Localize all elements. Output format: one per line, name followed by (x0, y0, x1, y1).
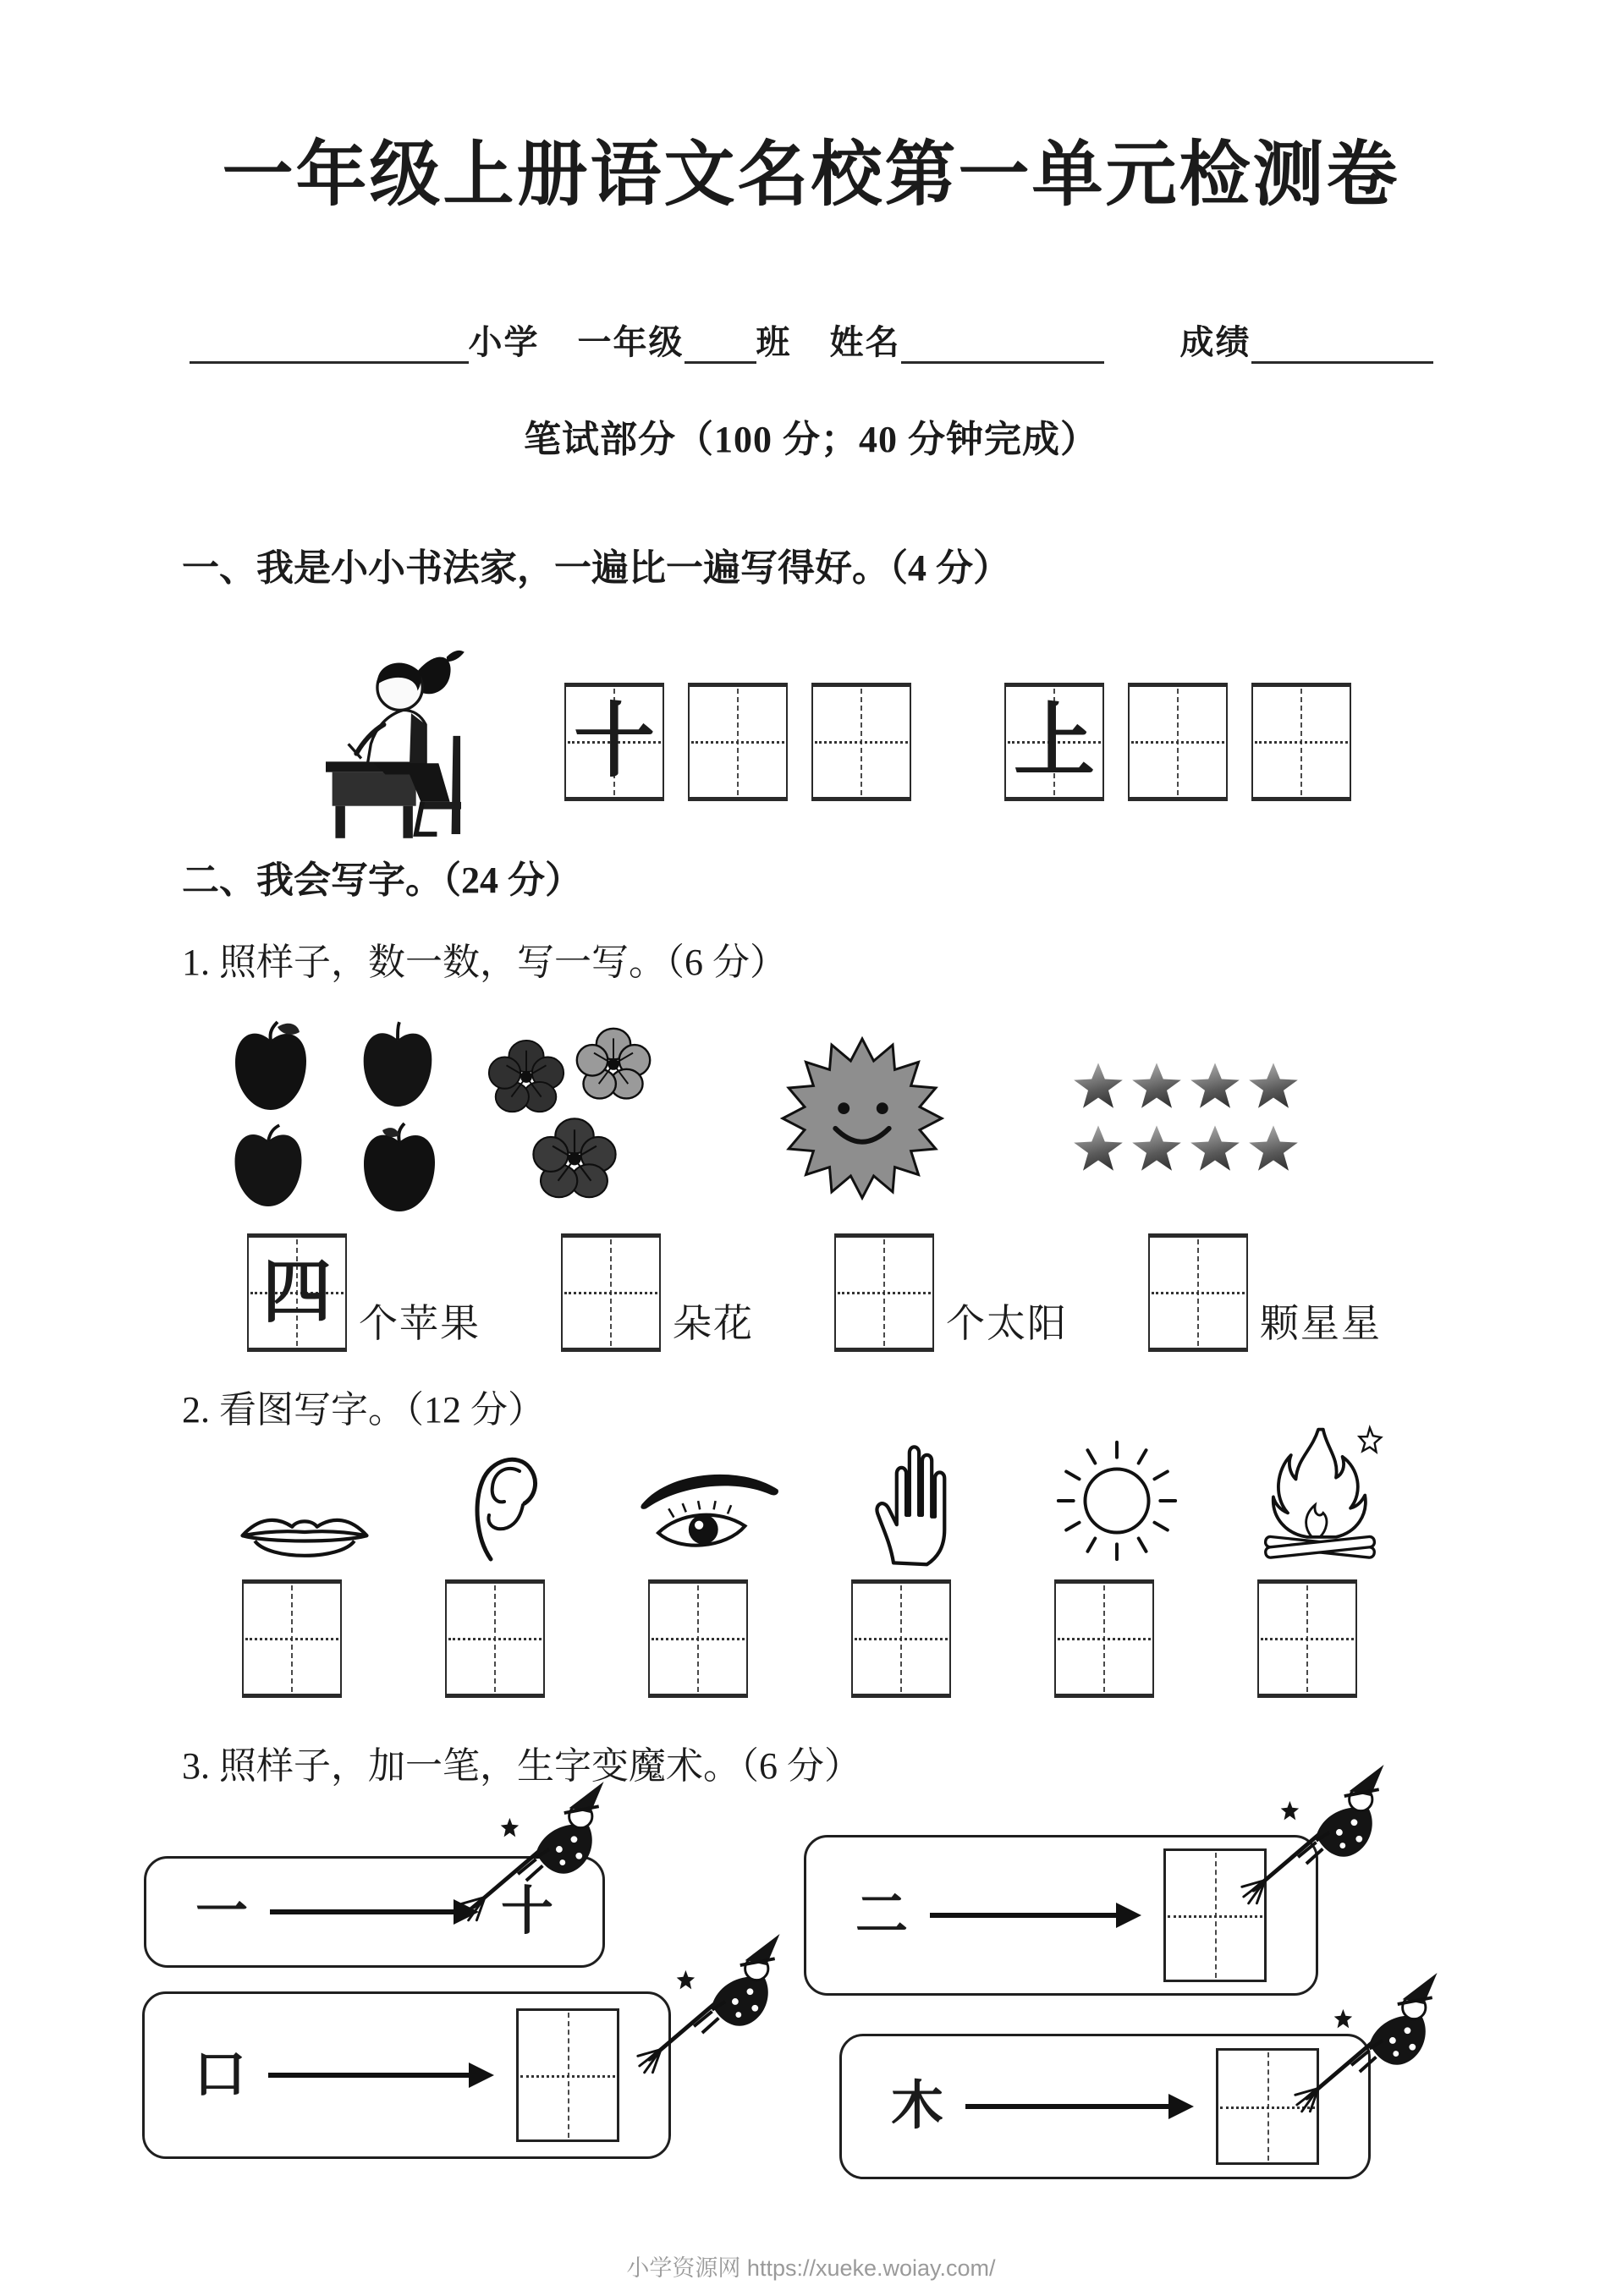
written-part-subtitle: 笔试部分（100 分；40 分钟完成） (524, 418, 1098, 460)
pic-slot (1218, 1423, 1421, 1568)
item1-heading: 1. 照样子，数一数，写一写。（6 分） (182, 942, 787, 984)
sun-icon (1050, 1434, 1184, 1568)
witch-on-broom-icon (633, 1925, 798, 2074)
star-icon (1131, 1125, 1182, 1174)
class-number-blank[interactable] (685, 327, 756, 364)
apple-icon (228, 1122, 308, 1211)
transform-answer-grid[interactable] (1216, 2048, 1319, 2165)
flowers-icon (480, 1025, 664, 1211)
prefill-char (1150, 1238, 1246, 1348)
item2-heading: 2. 看图写字。（12 分） (182, 1389, 545, 1431)
score-blank[interactable] (1251, 327, 1433, 364)
writing-grid-example (564, 683, 664, 801)
grid-slot (1003, 1579, 1206, 1698)
section1-heading: 一、我是小小书法家，一遍比一遍写得好。（4 分） (182, 547, 1010, 589)
page-title: 一年级上册语文名校第一单元检测卷 (222, 133, 1400, 216)
transform-from-char: 木 (891, 2077, 944, 2135)
grid-slot (597, 1579, 800, 1698)
answer-grid-empty[interactable] (834, 1233, 934, 1352)
flower-icon (485, 1037, 568, 1124)
apple-icon (357, 1020, 438, 1112)
transform-answer-char (519, 2011, 617, 2139)
writing-grid-empty[interactable] (1257, 1579, 1357, 1698)
ear-icon (465, 1449, 550, 1568)
grid-slot (1206, 1579, 1409, 1698)
answer-item-flowers (561, 1225, 754, 1352)
item3-heading: 3. 照样子，加一笔，生字变魔术。（6 分） (182, 1744, 861, 1787)
eye-icon (629, 1464, 794, 1568)
writing-grid-empty[interactable] (688, 683, 788, 801)
section2-heading: 二、我会写字。（24 分） (182, 859, 582, 901)
apple-icon (357, 1122, 442, 1217)
writing-grid-empty[interactable] (1128, 683, 1228, 801)
stars-icon (1073, 1063, 1299, 1174)
arrow-right-icon (270, 1899, 479, 1925)
answer-label: 颗星星 (1260, 1302, 1382, 1346)
picture-words-grids-row (190, 1579, 1622, 1698)
pic-slot (203, 1497, 406, 1568)
arrow-right-icon (930, 1903, 1141, 1928)
writing-grid-empty[interactable] (242, 1579, 342, 1698)
answer-item-sun (834, 1225, 1068, 1352)
transform-to-char: 十 (500, 1882, 553, 1941)
pic-slot (1015, 1434, 1218, 1568)
pic-slot (609, 1464, 812, 1568)
pic-slot (812, 1432, 1015, 1568)
transform-box-mu (839, 2034, 1371, 2179)
writing-grid-empty[interactable] (648, 1579, 748, 1698)
girl-writing-icon (326, 638, 495, 845)
flower-icon (529, 1115, 620, 1211)
star-icon (1073, 1125, 1124, 1174)
star-row (1073, 1063, 1299, 1112)
transform-from-char: 口 (194, 2046, 247, 2104)
answer-label: 个苹果 (359, 1302, 481, 1346)
calligraphy-grids-group-2 (1004, 683, 1351, 801)
source-footer: 小学资源网 https://xueke.woiay.com/ (626, 2255, 996, 2281)
transform-box-er (804, 1835, 1318, 1996)
answer-grid-empty[interactable] (561, 1233, 661, 1352)
writing-grid-empty[interactable] (1054, 1579, 1154, 1698)
answer-label: 个太阳 (946, 1302, 1068, 1346)
arrow-right-icon (965, 2094, 1194, 2119)
grid-slot (800, 1579, 1003, 1698)
smiling-sun-icon (778, 1035, 946, 1202)
arrow-right-icon (268, 2063, 494, 2088)
prefill-char-si: 四 (261, 1254, 332, 1332)
picture-words-row (203, 1453, 1622, 1568)
grade-label: 一年级 (577, 322, 685, 362)
hand-icon (866, 1432, 962, 1568)
star-row (1073, 1125, 1299, 1174)
witch-on-broom-icon (457, 1773, 622, 1922)
example-char-shang: 上 (1014, 695, 1095, 787)
pic-slot (406, 1449, 609, 1568)
flower-icon (573, 1025, 654, 1111)
apple-icon (228, 1020, 313, 1115)
name-blank[interactable] (901, 327, 1104, 364)
school-name-blank[interactable] (190, 327, 469, 364)
calligraphy-row (326, 636, 1622, 848)
school-label: 小学 (468, 322, 540, 362)
writing-grid-empty[interactable] (1251, 683, 1351, 801)
prefill-char (836, 1238, 932, 1348)
grid-slot (393, 1579, 597, 1698)
example-char-shi: 十 (574, 695, 655, 787)
transform-from-char: 一 (195, 1882, 249, 1941)
answer-label: 朵花 (673, 1302, 754, 1346)
fire-icon (1256, 1423, 1384, 1568)
class-label: 班 (756, 322, 792, 362)
grid-slot (190, 1579, 393, 1698)
star-icon (1073, 1063, 1124, 1112)
answer-item-stars (1148, 1225, 1382, 1352)
transform-from-char: 二 (855, 1886, 909, 1944)
transform-box-kou (142, 1991, 671, 2159)
prefill-char (563, 1238, 659, 1348)
name-label: 姓名 (829, 322, 901, 362)
transform-answer-grid[interactable] (516, 2008, 619, 2142)
counting-pictures-row (228, 1022, 1622, 1215)
student-info-line (0, 316, 1622, 363)
mouth-icon (234, 1497, 376, 1568)
transform-answer-char (1218, 2051, 1317, 2162)
star-icon (1248, 1063, 1299, 1112)
answer-grid-empty[interactable] (1148, 1233, 1248, 1352)
star-icon (1131, 1063, 1182, 1112)
answer-item-apples (247, 1225, 481, 1352)
transform-answer-grid[interactable] (1163, 1848, 1267, 1982)
score-label: 成绩 (1179, 322, 1251, 362)
magic-transform-area (0, 1797, 1622, 2233)
writing-grid-empty[interactable] (445, 1579, 545, 1698)
star-icon (1248, 1125, 1299, 1174)
writing-grid-empty[interactable] (851, 1579, 951, 1698)
calligraphy-grids-group-1 (564, 683, 911, 801)
counting-answers-row (247, 1225, 1622, 1352)
transform-answer-char (1166, 1851, 1264, 1980)
star-icon (1190, 1125, 1240, 1174)
writing-grid-example (1004, 683, 1104, 801)
writing-grid-empty[interactable] (811, 683, 911, 801)
star-icon (1190, 1063, 1240, 1112)
answer-grid-prefilled (247, 1233, 347, 1352)
apples-icon (228, 1020, 442, 1217)
